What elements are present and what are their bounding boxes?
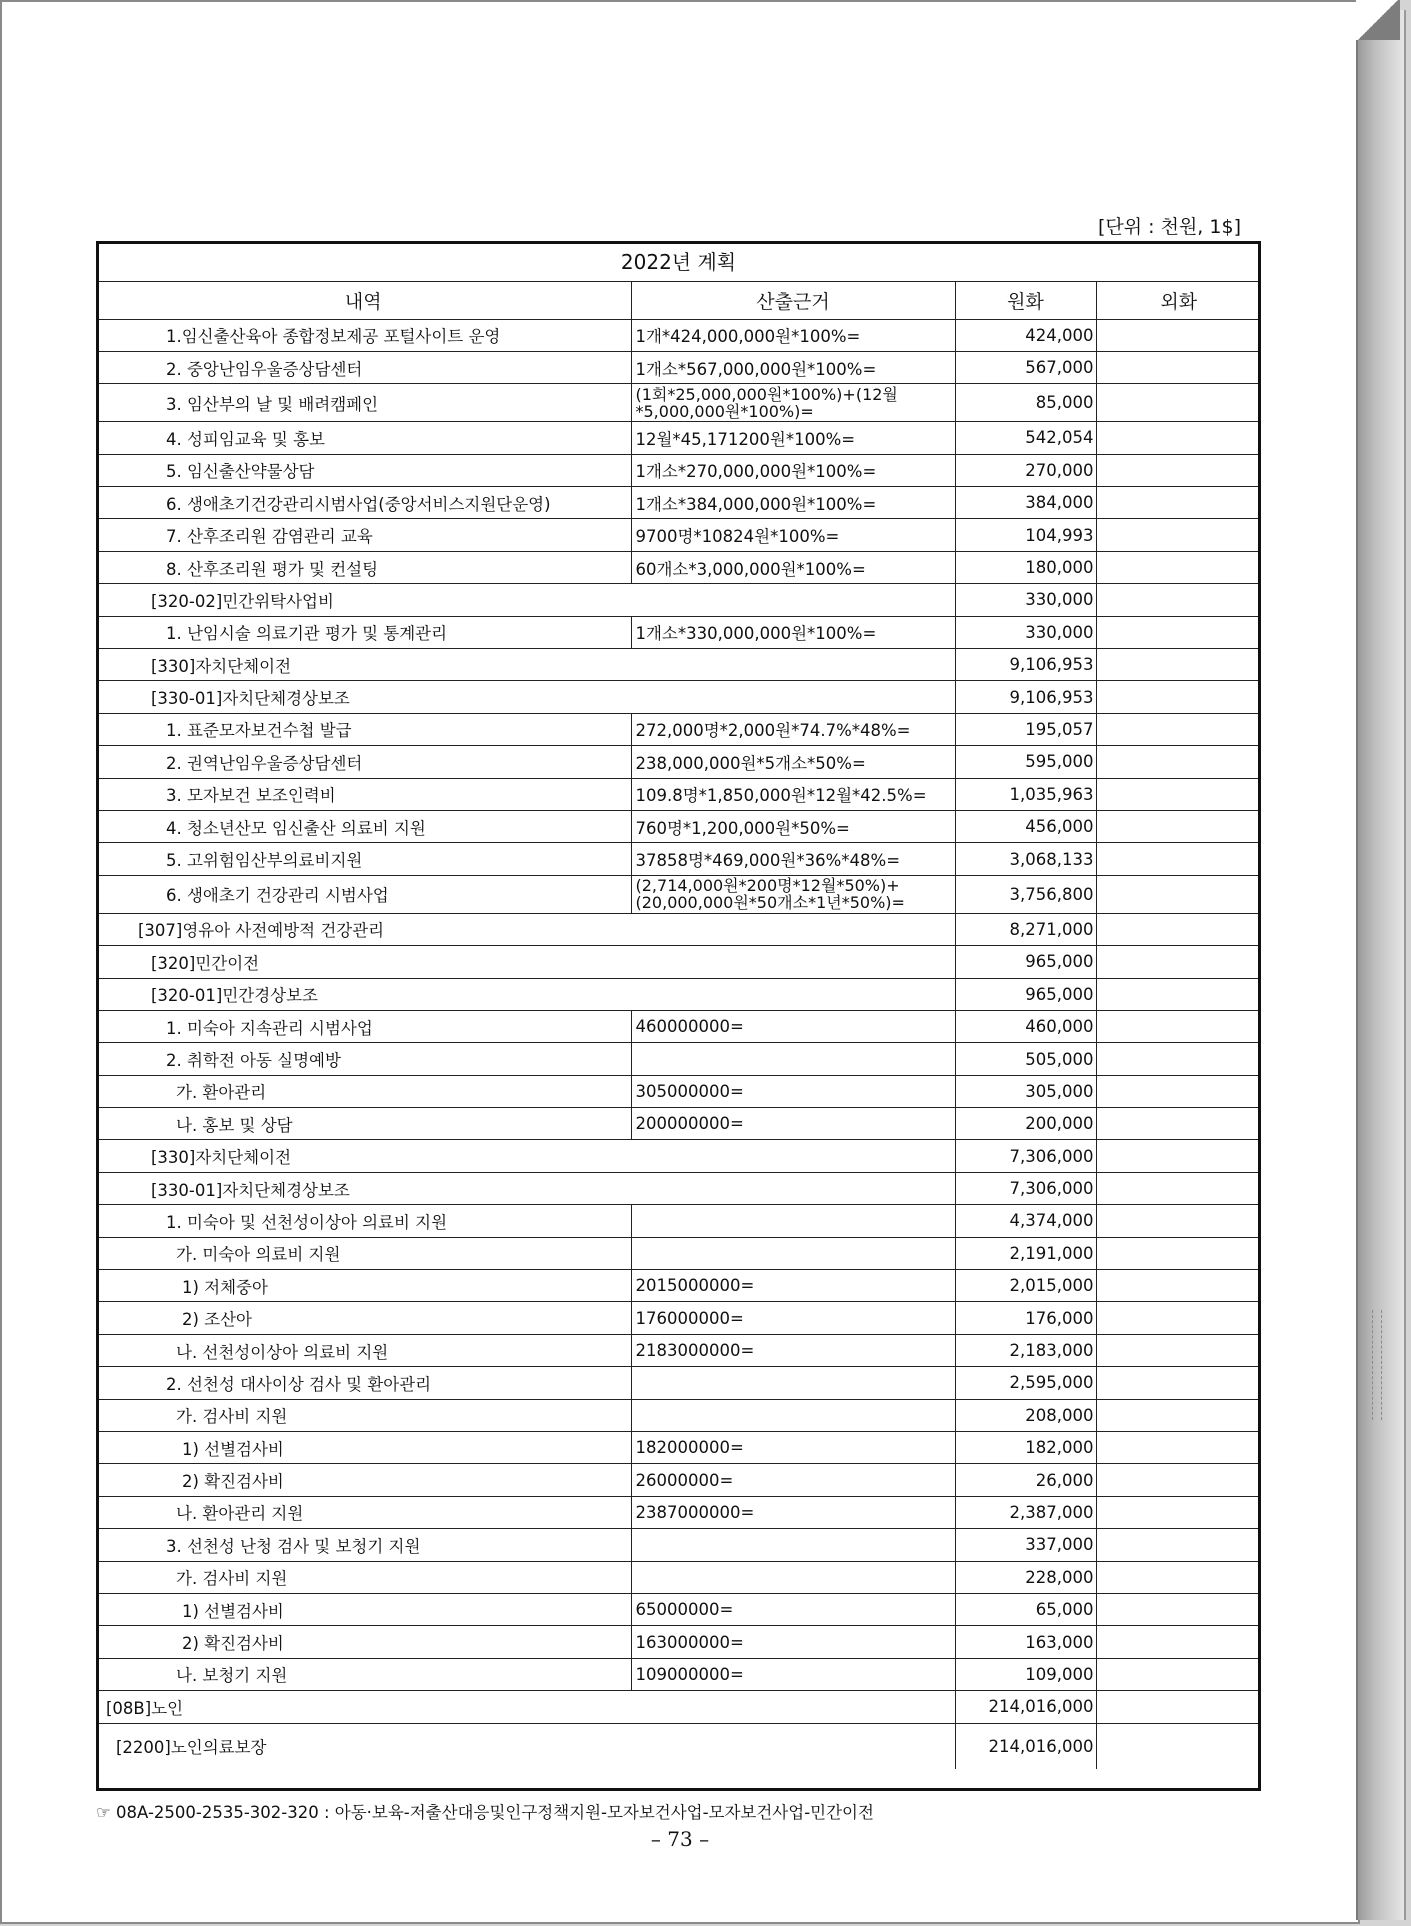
cell-krw: 8,271,000 — [955, 913, 1096, 945]
cell-basis: (2,714,000원*200명*12월*50%)+(20,000,000원*50개소*1년*50%)= — [631, 875, 955, 913]
cell-basis: 200000000= — [631, 1108, 955, 1140]
cell-krw: 2,387,000 — [955, 1496, 1096, 1528]
cell-basis: 2387000000= — [631, 1496, 955, 1528]
table-title: 2022년 계획 — [96, 241, 1261, 281]
cell-basis: 109.8명*1,850,000원*12월*42.5%= — [631, 778, 955, 810]
cell-krw: 85,000 — [955, 384, 1096, 422]
cell-basis: 109000000= — [631, 1658, 955, 1690]
cell-krw: 505,000 — [955, 1043, 1096, 1075]
cell-krw: 330,000 — [955, 584, 1096, 616]
cell-basis: 1개소*330,000,000원*100%= — [631, 616, 955, 648]
cell-krw: 200,000 — [955, 1108, 1096, 1140]
cell-krw: 965,000 — [955, 978, 1096, 1010]
cell-item: 3. 모자보건 보조인력비 — [96, 778, 631, 810]
cell-basis: 26000000= — [631, 1464, 955, 1496]
cell-krw: 182,000 — [955, 1432, 1096, 1464]
cell-item: [330-01]자치단체경상보조 — [96, 681, 955, 713]
cell-krw: 2,183,000 — [955, 1334, 1096, 1366]
cell-basis: (1회*25,000,000원*100%)+(12월*5,000,000원*100%)= — [631, 384, 955, 422]
cell-krw: 567,000 — [955, 351, 1096, 383]
cell-krw: 109,000 — [955, 1658, 1096, 1690]
cell-krw: 228,000 — [955, 1561, 1096, 1593]
cell-basis: 163000000= — [631, 1626, 955, 1658]
cell-item: 3. 선천성 난청 검사 및 보청기 지원 — [96, 1529, 631, 1561]
cell-krw: 270,000 — [955, 454, 1096, 486]
cell-item: [2200]노인의료보장 — [96, 1723, 955, 1769]
page-stack-edge — [1356, 10, 1406, 1920]
cell-item: 7. 산후조리원 감염관리 교육 — [96, 519, 631, 551]
cell-item: 1. 미숙아 및 선천성이상아 의료비 지원 — [96, 1205, 631, 1237]
cell-item: 4. 청소년산모 임신출산 의료비 지원 — [96, 810, 631, 842]
cell-krw: 9,106,953 — [955, 681, 1096, 713]
cell-item: 6. 생애초기건강관리시범사업(중앙서비스지원단운영) — [96, 487, 631, 519]
cell-krw: 2,191,000 — [955, 1237, 1096, 1269]
cell-krw: 2,015,000 — [955, 1270, 1096, 1302]
cell-item: 5. 고위험임산부의료비지원 — [96, 843, 631, 875]
cell-krw: 384,000 — [955, 487, 1096, 519]
cell-krw: 3,756,800 — [955, 875, 1096, 913]
cell-basis: 176000000= — [631, 1302, 955, 1334]
cell-krw: 542,054 — [955, 422, 1096, 454]
cell-item: 가. 검사비 지원 — [96, 1399, 631, 1431]
cell-basis: 460000000= — [631, 1010, 955, 1042]
cell-krw: 9,106,953 — [955, 649, 1096, 681]
cell-item: 1. 표준모자보건수첩 발급 — [96, 713, 631, 745]
cell-item: 1) 선별검사비 — [96, 1432, 631, 1464]
cell-krw: 195,057 — [955, 713, 1096, 745]
cell-item: 나. 환아관리 지원 — [96, 1496, 631, 1528]
cell-krw: 305,000 — [955, 1075, 1096, 1107]
cell-basis: 60개소*3,000,000원*100%= — [631, 551, 955, 583]
cell-krw: 4,374,000 — [955, 1205, 1096, 1237]
cell-item: [307]영유아 사전예방적 건강관리 — [96, 913, 955, 945]
header-basis: 산출근거 — [631, 281, 955, 319]
cell-basis: 37858명*469,000원*36%*48%= — [631, 843, 955, 875]
footer-note: ☞ 08A-2500-2535-302-320 : 아동·보육-저출산대응및인구정책지원-모자보건사업-모자보건사업-민간이전 — [96, 1803, 874, 1822]
cell-krw: 163,000 — [955, 1626, 1096, 1658]
header-foreign: 외화 — [1096, 281, 1261, 319]
page-fold — [1356, 0, 1400, 40]
cell-krw: 26,000 — [955, 1464, 1096, 1496]
cell-basis: 2015000000= — [631, 1270, 955, 1302]
cell-item: 2. 선천성 대사이상 검사 및 환아관리 — [96, 1367, 631, 1399]
cell-item: 5. 임신출산약물상담 — [96, 454, 631, 486]
cell-item: [320-01]민간경상보조 — [96, 978, 955, 1010]
page-number: – 73 – — [650, 1827, 710, 1851]
cell-item: 가. 검사비 지원 — [96, 1561, 631, 1593]
cell-basis: 12월*45,171200원*100%= — [631, 422, 955, 454]
cell-krw: 214,016,000 — [955, 1691, 1096, 1723]
cell-krw: 104,993 — [955, 519, 1096, 551]
cell-item: 8. 산후조리원 평가 및 컨설팅 — [96, 551, 631, 583]
cell-basis: 760명*1,200,000원*50%= — [631, 810, 955, 842]
cell-krw: 337,000 — [955, 1529, 1096, 1561]
cell-krw: 460,000 — [955, 1010, 1096, 1042]
cell-krw: 180,000 — [955, 551, 1096, 583]
header-item: 내역 — [96, 281, 631, 319]
cell-krw: 65,000 — [955, 1593, 1096, 1625]
cell-item: 1) 저체중아 — [96, 1270, 631, 1302]
cell-basis: 1개소*270,000,000원*100%= — [631, 454, 955, 486]
cell-item: 1.임신출산육아 종합정보제공 포털사이트 운영 — [96, 319, 631, 351]
cell-item: [320]민간이전 — [96, 946, 955, 978]
cell-item: 6. 생애초기 건강관리 시범사업 — [96, 875, 631, 913]
cell-krw: 330,000 — [955, 616, 1096, 648]
cell-item: [330]자치단체이전 — [96, 1140, 955, 1172]
cell-krw: 595,000 — [955, 746, 1096, 778]
cell-item: 2. 권역난임우울증상담센터 — [96, 746, 631, 778]
cell-item: 나. 홍보 및 상담 — [96, 1108, 631, 1140]
cell-basis: 1개소*567,000,000원*100%= — [631, 351, 955, 383]
cell-item: 3. 임산부의 날 및 배려캠페인 — [96, 384, 631, 422]
cell-item: 1. 미숙아 지속관리 시범사업 — [96, 1010, 631, 1042]
cell-item: 1. 난임시술 의료기관 평가 및 통계관리 — [96, 616, 631, 648]
cell-krw: 456,000 — [955, 810, 1096, 842]
cell-item: 나. 선천성이상아 의료비 지원 — [96, 1334, 631, 1366]
cell-item: 나. 보청기 지원 — [96, 1658, 631, 1690]
cell-basis: 182000000= — [631, 1432, 955, 1464]
cell-item: [330-01]자치단체경상보조 — [96, 1172, 955, 1204]
cell-krw: 7,306,000 — [955, 1140, 1096, 1172]
cell-item: 2) 확진검사비 — [96, 1626, 631, 1658]
cell-krw: 3,068,133 — [955, 843, 1096, 875]
cell-krw: 208,000 — [955, 1399, 1096, 1431]
cell-krw: 424,000 — [955, 319, 1096, 351]
cell-item: 4. 성피임교육 및 홍보 — [96, 422, 631, 454]
cell-item: 1) 선별검사비 — [96, 1593, 631, 1625]
cell-krw: 2,595,000 — [955, 1367, 1096, 1399]
table-frame — [96, 241, 1261, 1791]
cell-item: 2) 확진검사비 — [96, 1464, 631, 1496]
cell-krw: 7,306,000 — [955, 1172, 1096, 1204]
cell-item: [320-02]민간위탁사업비 — [96, 584, 955, 616]
header-krw: 원화 — [955, 281, 1096, 319]
cell-item: 가. 미숙아 의료비 지원 — [96, 1237, 631, 1269]
page-edge-mark — [1372, 1310, 1382, 1420]
cell-basis: 1개*424,000,000원*100%= — [631, 319, 955, 351]
cell-basis: 238,000,000원*5개소*50%= — [631, 746, 955, 778]
cell-item: 2. 취학전 아동 실명예방 — [96, 1043, 631, 1075]
cell-krw: 176,000 — [955, 1302, 1096, 1334]
cell-krw: 214,016,000 — [955, 1723, 1096, 1769]
cell-krw: 1,035,963 — [955, 778, 1096, 810]
cell-item: 2. 중앙난임우울증상담센터 — [96, 351, 631, 383]
unit-label: [단위 : 천원, 1$] — [1098, 216, 1241, 238]
cell-item: 가. 환아관리 — [96, 1075, 631, 1107]
cell-basis: 272,000명*2,000원*74.7%*48%= — [631, 713, 955, 745]
cell-basis: 2183000000= — [631, 1334, 955, 1366]
cell-item: [08B]노인 — [96, 1691, 955, 1723]
cell-krw: 965,000 — [955, 946, 1096, 978]
cell-item: 2) 조산아 — [96, 1302, 631, 1334]
cell-basis: 1개소*384,000,000원*100%= — [631, 487, 955, 519]
cell-basis: 9700명*10824원*100%= — [631, 519, 955, 551]
cell-item: [330]자치단체이전 — [96, 649, 955, 681]
cell-basis: 65000000= — [631, 1593, 955, 1625]
cell-basis: 305000000= — [631, 1075, 955, 1107]
